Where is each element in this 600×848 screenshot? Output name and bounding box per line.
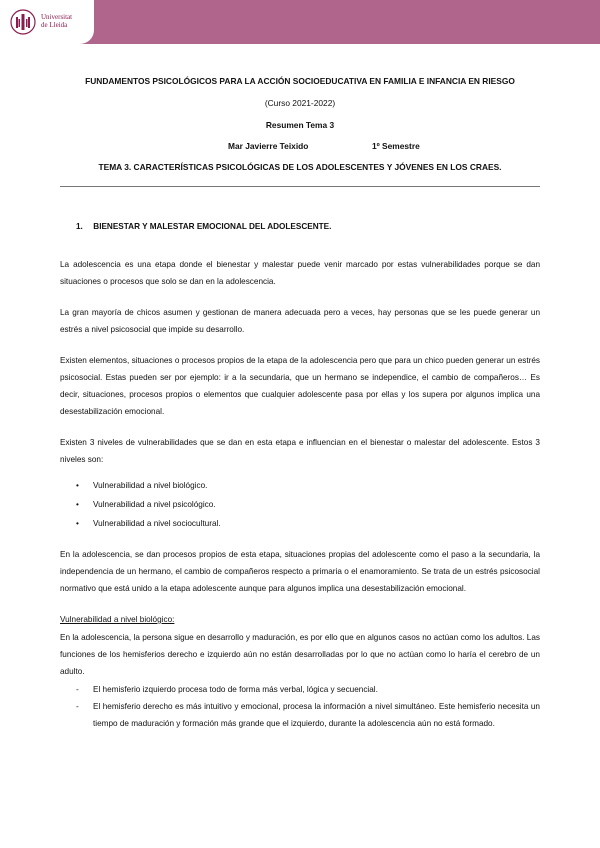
- semester: 1º Semestre: [372, 141, 420, 151]
- document-titles: [60, 76, 540, 172]
- vulnerability-levels-list: [60, 476, 540, 533]
- course-year: (Curso 2021-2022): [264, 98, 336, 108]
- author-line: [60, 141, 540, 151]
- section-number: 1.: [76, 222, 83, 231]
- list-item: • Vulnerabilidad a nivel psicológico.: [60, 495, 540, 514]
- list-item: - El hemisferio derecho es más intuitivo y emocional, procesa la información a nivel simultáneo. Este hemisferio necesita un tiempo de maduración y formación más grande que el izquierdo, durante la adolescencia aún no está formado.: [60, 698, 540, 732]
- subsection-heading: Vulnerabilidad a nivel biológico:: [60, 615, 175, 624]
- hemisphere-list: [60, 681, 540, 732]
- section-heading: [60, 218, 540, 235]
- summary-title: Resumen Tema 3: [265, 120, 335, 130]
- theme-title: TEMA 3. CARACTERÍSTICAS PSICOLÓGICAS DE LOS ADOLESCENTES Y JÓVENES EN LOS CRAES.: [98, 162, 502, 172]
- document-main-title: FUNDAMENTOS PSICOLÓGICOS PARA LA ACCIÓN SOCIOEDUCATIVA EN FAMILIA E INFANCIA EN RIESGO: [85, 76, 515, 86]
- university-crest-icon: [10, 9, 36, 35]
- paragraph: La gran mayoría de chicos asumen y gestionan de manera adecuada pero a veces, hay personas que se les puede generar un estrés a nivel psicosocial que impide su desarrollo.: [60, 308, 540, 334]
- paragraph: Existen elementos, situaciones o procesos propios de la etapa de la adolescencia pero que para un chico pueden generar un estrés psicosocial. Estas pueden ser por ejemplo: ir a la secundaria, que un hermano se independice, el cambio de compañeros… Es decir, situaciones, procesos propios o elementos que cualquier adolescente pasa por ellas y los supera por algunos implica una desestabilización emocional.: [60, 356, 540, 416]
- list-item: • Vulnerabilidad a nivel biológico.: [60, 476, 540, 495]
- paragraph: En la adolescencia, la persona sigue en desarrollo y maduración, es por ello que en algunos casos no actúan como los adultos. Las funciones de los hemisferios derecho e izquierdo aún no están desarrolladas por lo que no actúan como lo haría el cerebro de un adulto.: [60, 633, 540, 676]
- list-item: - El hemisferio izquierdo procesa todo de forma más verbal, lógica y secuencial.: [60, 681, 540, 698]
- list-item: • Vulnerabilidad a nivel sociocultural.: [60, 514, 540, 533]
- title-divider: [60, 186, 540, 187]
- university-logo: [0, 0, 94, 44]
- university-logo-text: Universitat de Lleida: [41, 13, 73, 29]
- author-name: Mar Javierre Teixido: [228, 141, 309, 151]
- paragraph: La adolescencia es una etapa donde el bienestar y malestar puede venir marcado por estas vulnerabilidades porque se dan situaciones o procesos que solo se dan en la adolescencia.: [60, 260, 540, 286]
- section-title: BIENESTAR Y MALESTAR EMOCIONAL DEL ADOLESCENTE.: [93, 222, 332, 231]
- paragraph: Existen 3 niveles de vulnerabilidades que se dan en esta etapa e influencian en el bienestar o malestar del adolescente. Estos 3 niveles son:: [60, 438, 540, 464]
- document-body: [60, 218, 540, 732]
- paragraph: En la adolescencia, se dan procesos propios de esta etapa, situaciones propias del adolescente como el paso a la secundaria, la independencia de un hermano, el cambio de compañeros respecto a primaria o el enamoramiento. Se trata de un estrés psicosocial normativo que está unido a la etapa adolescente aunque para algunos implica una desestabilización emocional.: [60, 550, 540, 593]
